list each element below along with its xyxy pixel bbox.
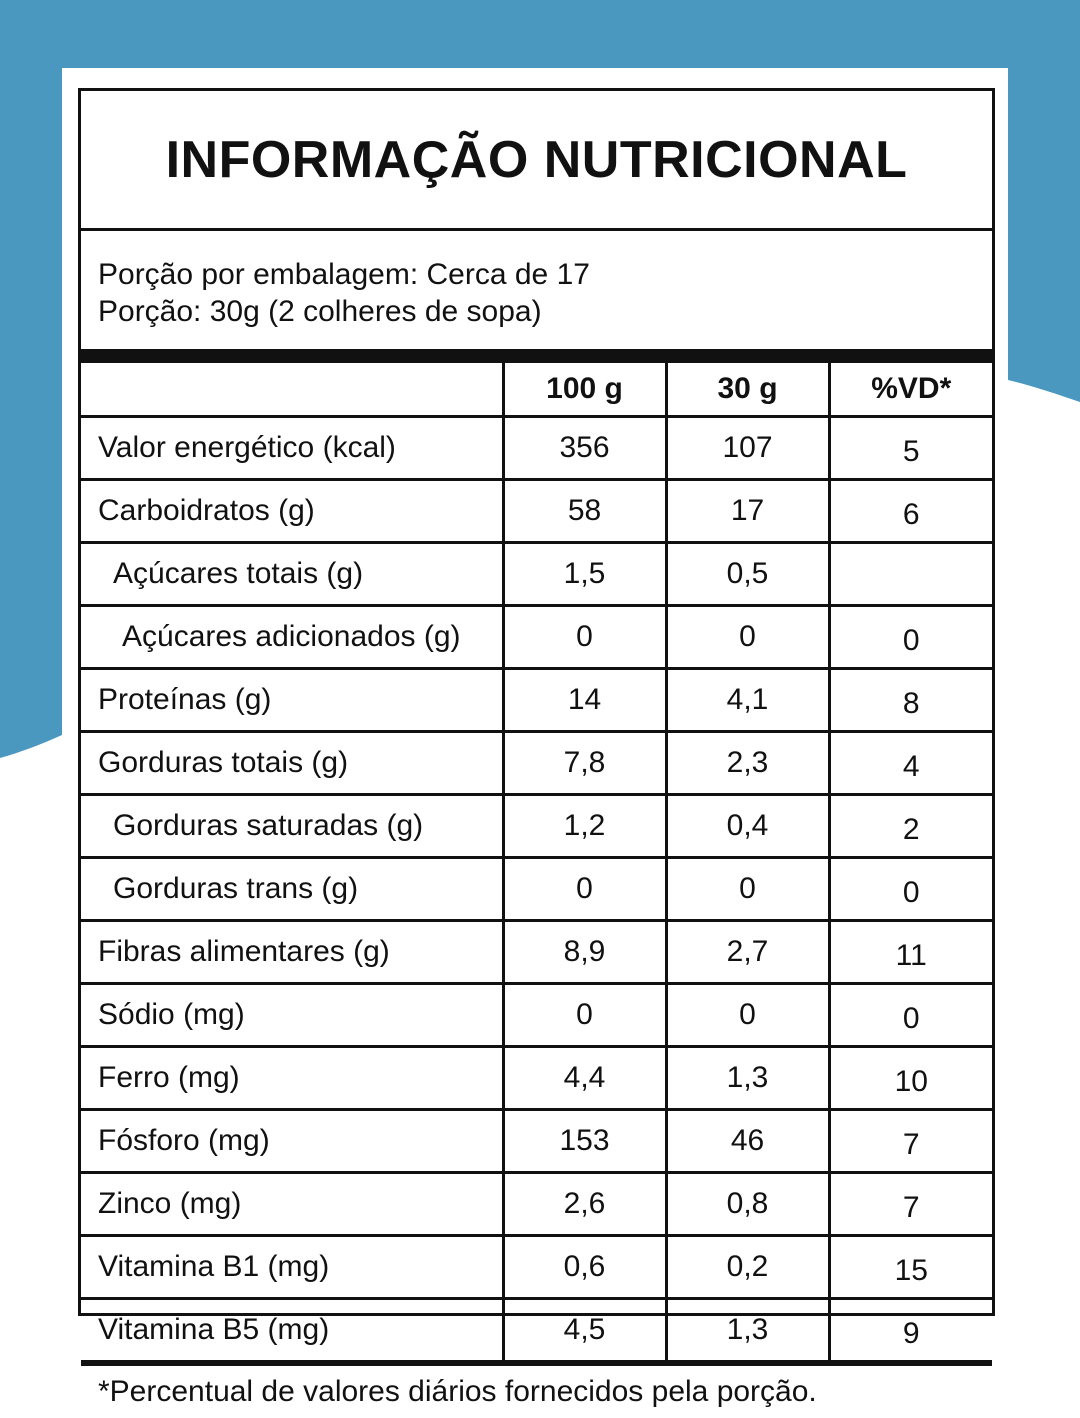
portion-info bbox=[81, 231, 992, 349]
value-vd: 0 bbox=[829, 984, 992, 1047]
nutrition-label bbox=[78, 88, 995, 1408]
value-30g: 0,4 bbox=[666, 795, 829, 858]
value-100g: 356 bbox=[503, 417, 666, 480]
header-row bbox=[81, 363, 992, 417]
value-vd: 2 bbox=[829, 795, 992, 858]
value-100g: 153 bbox=[503, 1110, 666, 1173]
table-row bbox=[81, 858, 992, 921]
portion-per-package: Porção por embalagem: Cerca de 17 bbox=[98, 258, 590, 291]
value-vd: 9 bbox=[829, 1299, 992, 1362]
value-vd: 4 bbox=[829, 732, 992, 795]
nutrient-name: Fibras alimentares (g) bbox=[81, 921, 503, 984]
value-vd bbox=[829, 543, 992, 606]
table-row bbox=[81, 1110, 992, 1173]
value-30g: 1,3 bbox=[666, 1047, 829, 1110]
portion-size: Porção: 30g (2 colheres de sopa) bbox=[98, 295, 542, 328]
value-100g: 58 bbox=[503, 480, 666, 543]
value-vd: 6 bbox=[829, 480, 992, 543]
table-row bbox=[81, 480, 992, 543]
table-row bbox=[81, 1173, 992, 1236]
header-100g: 100 g bbox=[503, 363, 666, 417]
footnote: *Percentual de valores diários fornecidos pela porção. bbox=[81, 1363, 992, 1418]
nutrient-name: Carboidratos (g) bbox=[81, 480, 503, 543]
value-100g: 1,5 bbox=[503, 543, 666, 606]
table-row bbox=[81, 543, 992, 606]
thick-divider bbox=[81, 349, 992, 363]
value-30g: 4,1 bbox=[666, 669, 829, 732]
nutrient-name: Fósforo (mg) bbox=[81, 1110, 503, 1173]
table-row bbox=[81, 417, 992, 480]
nutrient-name: Açúcares totais (g) bbox=[81, 543, 503, 606]
value-100g: 1,2 bbox=[503, 795, 666, 858]
value-vd: 7 bbox=[829, 1173, 992, 1236]
value-100g: 4,5 bbox=[503, 1299, 666, 1362]
nutrition-table bbox=[81, 363, 992, 1363]
header-vd: %VD* bbox=[829, 363, 992, 417]
value-100g: 0 bbox=[503, 984, 666, 1047]
table-row bbox=[81, 669, 992, 732]
value-30g: 2,3 bbox=[666, 732, 829, 795]
table-row bbox=[81, 984, 992, 1047]
nutrient-name: Valor energético (kcal) bbox=[81, 417, 503, 480]
value-30g: 0 bbox=[666, 606, 829, 669]
value-30g: 1,3 bbox=[666, 1299, 829, 1362]
value-100g: 0 bbox=[503, 858, 666, 921]
value-vd: 11 bbox=[829, 921, 992, 984]
table-row bbox=[81, 1236, 992, 1299]
value-100g: 0,6 bbox=[503, 1236, 666, 1299]
value-30g: 0 bbox=[666, 984, 829, 1047]
value-vd: 8 bbox=[829, 669, 992, 732]
value-100g: 7,8 bbox=[503, 732, 666, 795]
label-title: INFORMAÇÃO NUTRICIONAL bbox=[81, 91, 992, 231]
value-vd: 0 bbox=[829, 606, 992, 669]
nutrient-name: Gorduras saturadas (g) bbox=[81, 795, 503, 858]
nutrient-name: Gorduras trans (g) bbox=[81, 858, 503, 921]
table-row bbox=[81, 1047, 992, 1110]
value-vd: 0 bbox=[829, 858, 992, 921]
nutrient-name: Gorduras totais (g) bbox=[81, 732, 503, 795]
value-100g: 14 bbox=[503, 669, 666, 732]
value-30g: 0,8 bbox=[666, 1173, 829, 1236]
value-30g: 0,2 bbox=[666, 1236, 829, 1299]
header-30g: 30 g bbox=[666, 363, 829, 417]
table-row bbox=[81, 732, 992, 795]
nutrient-name: Vitamina B5 (mg) bbox=[81, 1299, 503, 1362]
nutrient-name: Vitamina B1 (mg) bbox=[81, 1236, 503, 1299]
table-row bbox=[81, 921, 992, 984]
value-100g: 0 bbox=[503, 606, 666, 669]
value-vd: 5 bbox=[829, 417, 992, 480]
value-30g: 107 bbox=[666, 417, 829, 480]
value-30g: 0,5 bbox=[666, 543, 829, 606]
value-100g: 8,9 bbox=[503, 921, 666, 984]
value-vd: 7 bbox=[829, 1110, 992, 1173]
table-row bbox=[81, 606, 992, 669]
value-100g: 2,6 bbox=[503, 1173, 666, 1236]
value-30g: 0 bbox=[666, 858, 829, 921]
nutrient-name: Proteínas (g) bbox=[81, 669, 503, 732]
value-vd: 10 bbox=[829, 1047, 992, 1110]
value-vd: 15 bbox=[829, 1236, 992, 1299]
nutrient-name: Zinco (mg) bbox=[81, 1173, 503, 1236]
value-30g: 17 bbox=[666, 480, 829, 543]
value-30g: 2,7 bbox=[666, 921, 829, 984]
value-30g: 46 bbox=[666, 1110, 829, 1173]
table-row bbox=[81, 795, 992, 858]
nutrient-name: Ferro (mg) bbox=[81, 1047, 503, 1110]
value-100g: 4,4 bbox=[503, 1047, 666, 1110]
nutrient-name: Sódio (mg) bbox=[81, 984, 503, 1047]
nutrient-name: Açúcares adicionados (g) bbox=[81, 606, 503, 669]
table-row bbox=[81, 1299, 992, 1362]
header-blank bbox=[81, 363, 503, 417]
